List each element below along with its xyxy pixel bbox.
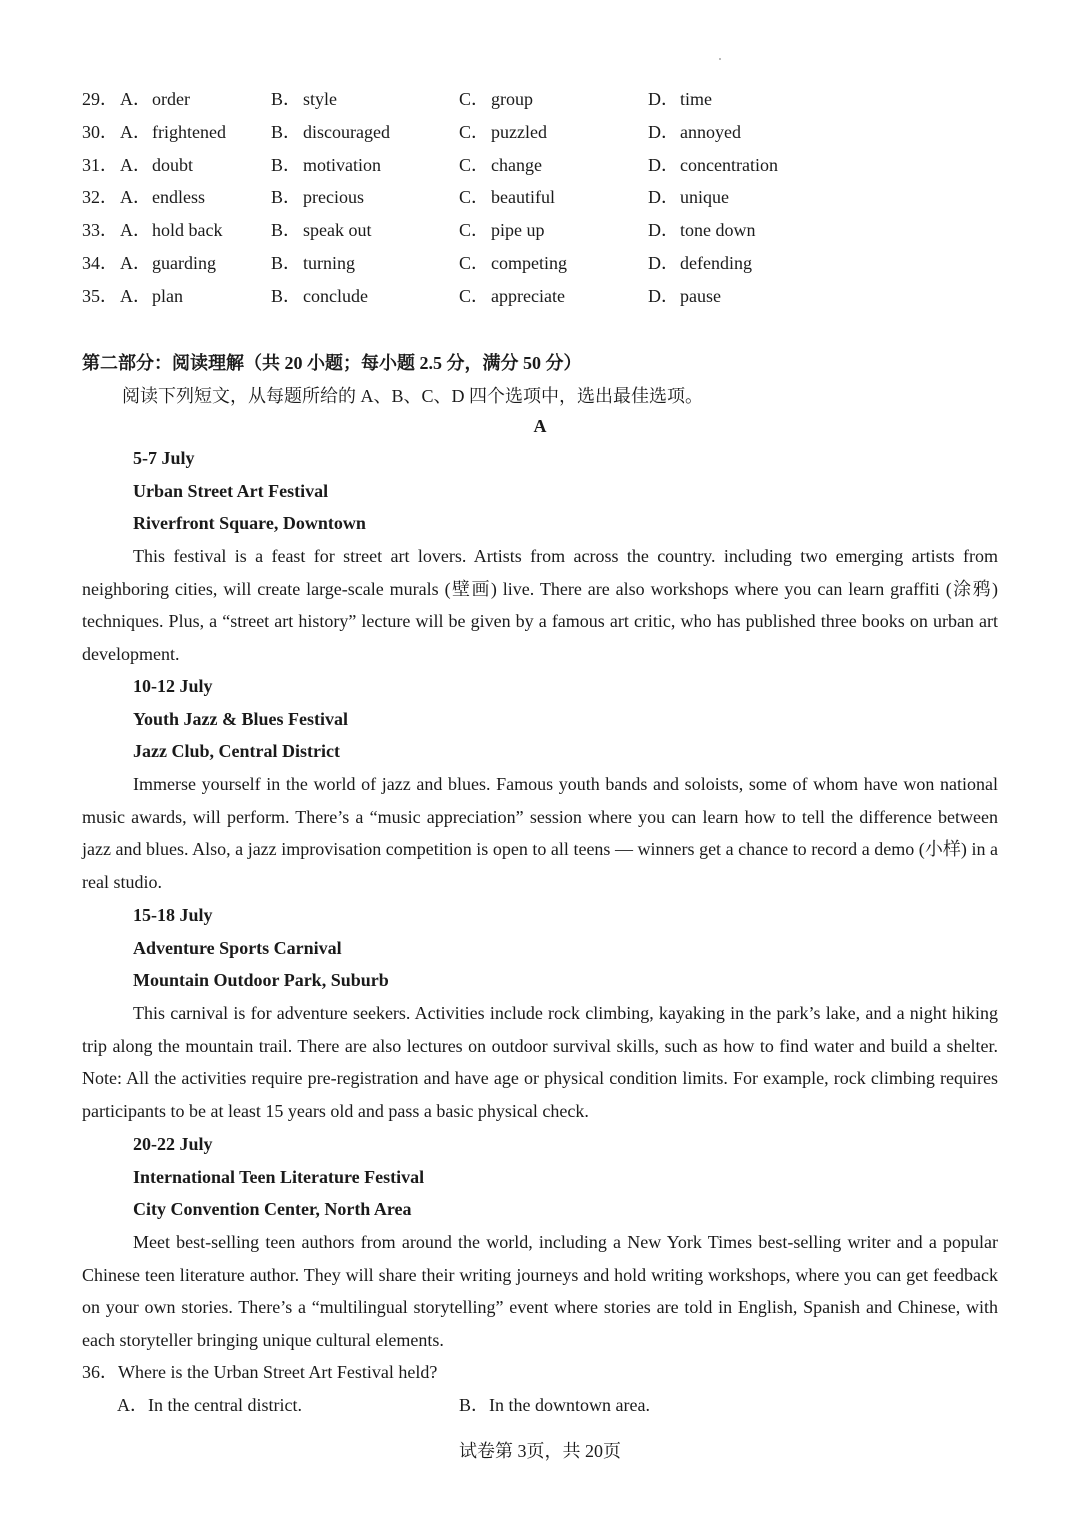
question-number: 32． [82, 187, 118, 208]
event-date: 20-22 July [133, 1134, 213, 1154]
option-text: annoyed [680, 121, 741, 142]
section-instruction: 阅读下列短文，从每题所给的 A、B、C、D 四个选项中，选出最佳选项。 [122, 386, 704, 406]
option-b[interactable] [271, 247, 355, 280]
event-description: Meet best-selling teen authors from around the world, including a New York Times best-selling writer and a popular Chinese teen literature author. They will share their writing journeys and hold writing workshops, where you can get feedback on your own stories. There’s a “multilingual storytelling” event where stories are told in English, Spanish and Chinese, with each storyteller bringing unique cultural elements. [82, 1232, 998, 1351]
option-text: turning [303, 253, 355, 273]
option-a[interactable] [120, 214, 222, 247]
option-letter: A． [120, 121, 151, 142]
option-letter: B． [271, 154, 302, 175]
option-letter: C． [459, 285, 490, 306]
option-c[interactable] [459, 116, 547, 149]
answer-option-a[interactable] [117, 1389, 302, 1422]
option-a[interactable] [120, 116, 226, 149]
option-c[interactable] [459, 83, 533, 116]
event-location: Riverfront Square, Downtown [133, 513, 366, 534]
option-letter: D． [648, 285, 679, 306]
option-letter: C． [459, 89, 490, 109]
option-b[interactable] [271, 149, 381, 182]
option-letter: A． [120, 220, 151, 241]
option-letter: A． [120, 187, 151, 208]
event-description: This festival is a feast for street art lovers. Artists from across the country. including two emerging artists from neighboring cities, will create large-scale murals (壁画) live. There are also workshops where you can learn graffiti (涂鸦) techniques. Plus, a “street art history” lecture will be given by a famous art critic, who has published three books on urban art development. [82, 546, 998, 665]
option-a[interactable] [120, 247, 216, 280]
option-d[interactable] [648, 247, 752, 280]
option-letter: A． [120, 154, 151, 175]
option-d[interactable] [648, 214, 756, 247]
option-text: pipe up [491, 220, 545, 241]
event-date: 15-18 July [133, 905, 213, 925]
event-date: 10-12 July [133, 676, 213, 696]
question-number: 34． [82, 253, 118, 273]
option-letter: B． [271, 187, 302, 208]
event-block [82, 1128, 998, 1357]
option-text: puzzled [491, 121, 547, 142]
option-text: appreciate [491, 285, 565, 306]
option-letter: C． [459, 154, 490, 175]
option-a[interactable] [120, 83, 190, 116]
event-block [82, 442, 998, 671]
option-letter: D． [648, 89, 679, 109]
question-number: 30． [82, 121, 118, 142]
option-letter: B． [271, 253, 302, 273]
option-letter: C． [459, 121, 490, 142]
option-letter: D． [648, 253, 679, 273]
option-letter: B． [271, 89, 302, 109]
option-text: time [680, 89, 712, 109]
option-text: conclude [303, 285, 368, 306]
option-a[interactable] [120, 149, 193, 182]
option-letter: C． [459, 220, 490, 241]
answer-letter: A． [117, 1395, 148, 1415]
option-letter: C． [459, 187, 490, 208]
option-text: guarding [152, 253, 216, 273]
option-letter: B． [271, 220, 302, 241]
option-b[interactable] [271, 116, 390, 149]
option-c[interactable] [459, 149, 542, 182]
option-b[interactable] [271, 181, 364, 214]
scan-speck [719, 58, 721, 60]
option-text: group [491, 89, 533, 109]
option-letter: A． [120, 89, 151, 109]
option-letter: D． [648, 220, 679, 241]
option-text: motivation [303, 154, 381, 175]
question-number: 35． [82, 285, 118, 306]
option-letter: A． [120, 253, 151, 273]
event-location: City Convention Center, North Area [133, 1199, 412, 1220]
option-text: plan [152, 285, 183, 306]
option-text: hold back [152, 220, 223, 241]
event-name: Youth Jazz & Blues Festival [133, 708, 348, 729]
option-c[interactable] [459, 280, 565, 313]
option-b[interactable] [271, 214, 371, 247]
option-text: speak out [303, 220, 372, 241]
option-text: order [152, 89, 190, 109]
option-text: pause [680, 285, 721, 306]
option-letter: C． [459, 253, 490, 273]
question-36: 36．Where is the Urban Street Art Festival held? [82, 1362, 438, 1382]
event-date: 5-7 July [133, 448, 195, 468]
event-block [82, 670, 998, 899]
option-text: style [303, 89, 337, 109]
question-number: 29． [82, 89, 118, 109]
option-text: unique [680, 187, 729, 208]
option-a[interactable] [120, 280, 183, 313]
option-text: competing [491, 253, 567, 273]
answer-text: In the central district. [148, 1395, 302, 1415]
option-letter: D． [648, 121, 679, 142]
event-location: Mountain Outdoor Park, Suburb [133, 970, 389, 991]
option-d[interactable] [648, 116, 741, 149]
answer-text: In the downtown area. [489, 1395, 650, 1415]
question-number: 33． [82, 220, 118, 241]
option-text: concentration [680, 154, 778, 175]
option-letter: D． [648, 154, 679, 175]
passage-label: A [533, 416, 547, 436]
option-b[interactable] [271, 83, 337, 116]
option-text: frightened [152, 121, 226, 142]
option-letter: B． [271, 285, 302, 306]
option-text: beautiful [491, 187, 555, 208]
answer-option-b[interactable] [459, 1389, 650, 1422]
option-text: doubt [152, 154, 194, 175]
event-block [82, 899, 998, 1128]
option-letter: B． [271, 121, 302, 142]
question-number: 31． [82, 154, 118, 175]
option-text: precious [303, 187, 364, 208]
event-description: Immerse yourself in the world of jazz and blues. Famous youth bands and soloists, some of whom have won national music awards, will perform. There’s a “music appreciation” session where you can learn how to tell the difference between jazz and blues. Also, a jazz improvisation competition is open to all teens — winners get a chance to record a demo (小样) in a real studio. [82, 774, 998, 893]
event-name: Urban Street Art Festival [133, 480, 329, 501]
option-d[interactable] [648, 280, 721, 313]
event-description: This carnival is for adventure seekers. Activities include rock climbing, kayaking in the park’s lake, and a night hiking trip along the mountain trail. There are also lectures on outdoor survival skills, such as how to find water and build a shelter. Note: All the activities require pre-registration and have age or physical condition limits. For example, rock climbing requires participants to be at least 15 years old and pass a basic physical check. [82, 1003, 998, 1122]
event-name: International Teen Literature Festival [133, 1166, 425, 1187]
option-d[interactable] [648, 149, 778, 182]
option-text: endless [152, 187, 205, 208]
option-d[interactable] [648, 181, 729, 214]
option-b[interactable] [271, 280, 368, 313]
option-letter: A． [120, 285, 151, 306]
option-text: tone down [680, 220, 756, 241]
section-title: 第二部分：阅读理解（共 20 小题；每小题 2.5 分，满分 50 分） [82, 353, 582, 373]
option-text: discouraged [303, 121, 390, 142]
answer-letter: B． [459, 1395, 490, 1415]
option-c[interactable] [459, 214, 545, 247]
option-d[interactable] [648, 83, 712, 116]
option-letter: D． [648, 187, 679, 208]
option-a[interactable] [120, 181, 205, 214]
option-text: change [491, 154, 542, 175]
event-name: Adventure Sports Carnival [133, 937, 342, 958]
option-c[interactable] [459, 181, 555, 214]
option-c[interactable] [459, 247, 567, 280]
event-location: Jazz Club, Central District [133, 741, 340, 762]
option-text: defending [680, 253, 752, 273]
page-footer: 试卷第 3页，共 20页 [459, 1441, 621, 1461]
